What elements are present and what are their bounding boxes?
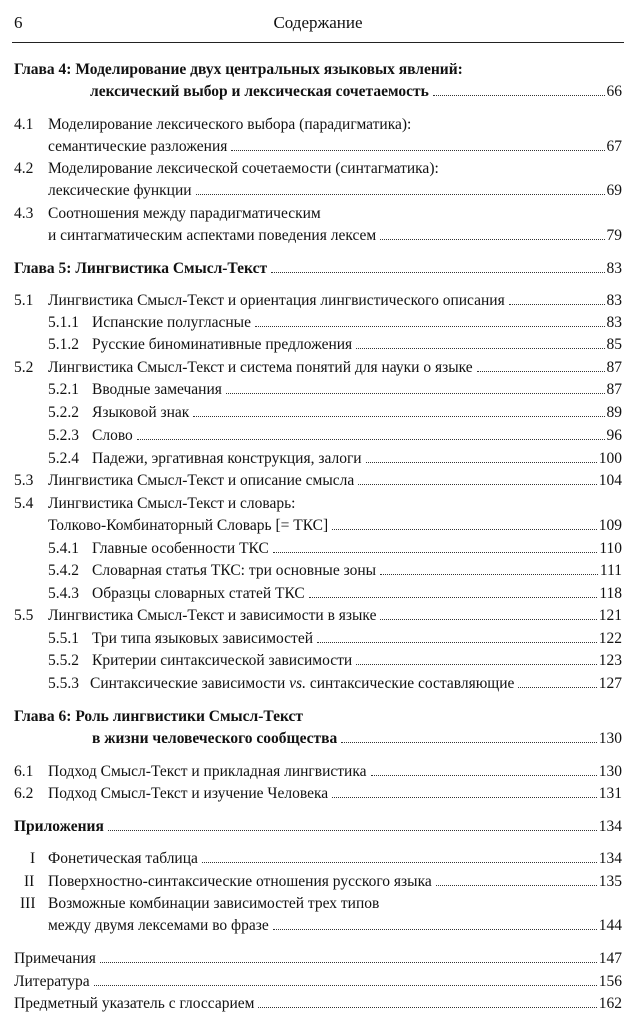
toc-appendix-3-line2[interactable] xyxy=(0,914,636,938)
toc-subsection-5-4-3[interactable] xyxy=(0,582,636,606)
appendix-title: Поверхностно-синтаксические отношения русского языка xyxy=(48,873,432,890)
dot-leader xyxy=(231,150,604,151)
toc-chapter-6 xyxy=(0,705,636,729)
toc-section-5-4 xyxy=(0,492,636,516)
section-number: 4.3 xyxy=(14,205,34,222)
toc-section-5-3[interactable] xyxy=(0,469,636,493)
page-ref: 104 xyxy=(598,472,622,489)
page-ref: 69 xyxy=(606,182,622,199)
running-title: Содержание xyxy=(273,13,363,32)
chapter-title-cont: в жизни человеческого сообщества xyxy=(92,730,338,747)
dot-leader xyxy=(509,304,605,305)
page-ref: 87 xyxy=(606,381,622,398)
toc-subsection-5-2-3[interactable] xyxy=(0,424,636,448)
dot-leader xyxy=(436,885,597,886)
dot-leader xyxy=(193,416,604,417)
page-ref: 130 xyxy=(598,763,622,780)
subsection-title: Образцы словарных статей ТКС xyxy=(92,585,305,602)
subsection-number: 5.1.2 xyxy=(48,336,79,353)
section-title: Лингвистика Смысл-Текст и система понятий для науки о языке xyxy=(48,359,473,376)
toc-section-4-2-line2[interactable] xyxy=(0,179,636,203)
title-part-b: синтаксические составляющие xyxy=(305,675,515,692)
page-ref: 83 xyxy=(606,260,622,277)
toc-section-4-1 xyxy=(0,113,636,137)
page-ref: 162 xyxy=(598,995,622,1012)
toc-subsection-5-2-4[interactable] xyxy=(0,447,636,471)
section-title: Подход Смысл-Текст и изучение Человека xyxy=(48,785,329,802)
chapter-title: Глава 5: Лингвистика Смысл-Текст xyxy=(14,260,268,277)
dot-leader xyxy=(108,830,597,831)
section-title-cont: и синтагматическим аспектами поведения лексем xyxy=(48,227,377,244)
page-ref: 156 xyxy=(598,973,622,990)
subsection-number: 5.2.1 xyxy=(48,381,79,398)
toc-subsection-5-2-2[interactable] xyxy=(0,401,636,425)
toc-references[interactable] xyxy=(0,970,636,994)
subsection-number: 5.4.1 xyxy=(48,540,79,557)
dot-leader xyxy=(341,742,596,743)
subsection-number: 5.2.3 xyxy=(48,427,79,444)
dot-leader xyxy=(366,462,597,463)
section-number: 5.1 xyxy=(14,292,34,309)
page-ref: 89 xyxy=(606,404,622,421)
subsection-title: Испанские полугласные xyxy=(92,314,251,331)
page-ref: 134 xyxy=(598,818,622,835)
page-ref: 83 xyxy=(606,292,622,309)
toc-subsection-5-2-1[interactable] xyxy=(0,378,636,402)
page-ref: 134 xyxy=(598,850,622,867)
chapter-title-cont: лексический выбор и лексическая сочетаемость xyxy=(90,83,429,100)
appendix-title: Фонетическая таблица xyxy=(48,850,198,867)
dot-leader xyxy=(137,439,605,440)
dot-leader xyxy=(258,1007,596,1008)
dot-leader xyxy=(371,775,597,776)
page-number: 6 xyxy=(14,13,23,32)
dot-leader xyxy=(518,687,596,688)
notes-title: Примечания xyxy=(14,950,96,967)
subsection-title: Языковой знак xyxy=(92,404,190,421)
toc-appendix-2[interactable] xyxy=(0,870,636,894)
page-header xyxy=(14,6,622,40)
toc-index[interactable] xyxy=(0,992,636,1016)
page-ref: 109 xyxy=(598,517,622,534)
subsection-title xyxy=(90,672,516,696)
toc-section-4-2 xyxy=(0,157,636,181)
section-title: Моделирование лексической сочетаемости (синтагматика): xyxy=(48,160,439,177)
subsection-number: 5.5.1 xyxy=(48,630,79,647)
toc-section-6-2[interactable] xyxy=(0,782,636,806)
section-title: Моделирование лексического выбора (парадигматика): xyxy=(48,116,412,133)
page-ref: 79 xyxy=(606,227,622,244)
section-title: Лингвистика Смысл-Текст и зависимости в языке xyxy=(48,607,377,624)
page-ref: 147 xyxy=(598,950,622,967)
appendix-number: III xyxy=(20,895,36,912)
dot-leader xyxy=(94,985,597,986)
dot-leader xyxy=(255,326,605,327)
page-ref: 87 xyxy=(606,359,622,376)
section-title: Соотношения между парадигматическим xyxy=(48,205,321,222)
appendix-number: II xyxy=(24,873,35,890)
dot-leader xyxy=(332,797,597,798)
dot-leader xyxy=(273,552,597,553)
appendices-title: Приложения xyxy=(14,818,104,835)
section-title: Лингвистика Смысл-Текст и описание смысла xyxy=(48,472,355,489)
page-ref: 144 xyxy=(598,917,622,934)
title-vs: vs. xyxy=(289,675,306,692)
toc-section-5-1[interactable] xyxy=(0,289,636,313)
subsection-title: Вводные замечания xyxy=(92,381,222,398)
section-title-cont: Толково-Комбинаторный Словарь [= ТКС] xyxy=(48,517,329,534)
toc-section-5-2[interactable] xyxy=(0,356,636,380)
toc-subsection-5-5-2[interactable] xyxy=(0,649,636,673)
dot-leader xyxy=(356,348,604,349)
section-title: Подход Смысл-Текст и прикладная лингвистика xyxy=(48,763,367,780)
section-title-cont: лексические функции xyxy=(48,182,192,199)
dot-leader xyxy=(477,371,605,372)
subsection-number: 5.2.2 xyxy=(48,404,79,421)
section-number: 4.1 xyxy=(14,116,34,133)
dot-leader xyxy=(356,664,597,665)
dot-leader xyxy=(196,194,605,195)
header-rule xyxy=(12,42,624,43)
section-title: Лингвистика Смысл-Текст и ориентация лингвистического описания xyxy=(48,292,505,309)
appendix-title: Возможные комбинации зависимостей трех типов xyxy=(48,895,380,912)
toc-subsection-5-4-2[interactable] xyxy=(0,559,636,583)
subsection-number: 5.5.2 xyxy=(48,652,79,669)
dot-leader xyxy=(226,393,605,394)
section-number: 5.5 xyxy=(14,607,34,624)
toc-subsection-5-5-1[interactable] xyxy=(0,627,636,651)
references-title: Литература xyxy=(14,973,90,990)
section-number: 6.2 xyxy=(14,785,34,802)
page-ref: 123 xyxy=(598,652,622,669)
page-ref: 111 xyxy=(599,562,622,579)
page-ref: 83 xyxy=(606,314,622,331)
toc-appendices[interactable] xyxy=(0,815,636,839)
toc-chapter-5[interactable] xyxy=(0,257,636,281)
subsection-number: 5.4.3 xyxy=(48,585,79,602)
page-ref: 135 xyxy=(598,873,622,890)
toc-appendix-3 xyxy=(0,892,636,916)
dot-leader xyxy=(332,529,597,530)
page-ref: 85 xyxy=(606,336,622,353)
page-ref: 118 xyxy=(599,585,622,602)
subsection-title: Русские биноминативные предложения xyxy=(92,336,353,353)
toc-section-4-3 xyxy=(0,202,636,226)
subsection-title: Слово xyxy=(92,427,133,444)
dot-leader xyxy=(309,597,598,598)
toc-appendix-1[interactable] xyxy=(0,847,636,871)
dot-leader xyxy=(380,619,596,620)
toc-subsection-5-1-2[interactable] xyxy=(0,333,636,357)
dot-leader xyxy=(380,239,604,240)
subsection-title: Критерии синтаксической зависимости xyxy=(92,652,353,669)
chapter-title: Глава 4: Моделирование двух центральных языковых явлений: xyxy=(14,61,463,78)
dot-leader xyxy=(273,929,597,930)
page-ref: 122 xyxy=(598,630,622,647)
page-ref: 100 xyxy=(598,450,622,467)
section-number: 6.1 xyxy=(14,763,34,780)
dot-leader xyxy=(100,962,597,963)
subsection-number: 5.1.1 xyxy=(48,314,79,331)
chapter-title: Глава 6: Роль лингвистики Смысл-Текст xyxy=(14,708,304,725)
page-ref: 130 xyxy=(598,730,622,747)
page-ref: 66 xyxy=(606,83,622,100)
toc-section-4-1-line2[interactable] xyxy=(0,135,636,159)
section-title: Лингвистика Смысл-Текст и словарь: xyxy=(48,495,296,512)
dot-leader xyxy=(271,272,604,273)
toc-chapter-4 xyxy=(0,58,636,82)
page-ref: 110 xyxy=(599,540,622,557)
subsection-title: Три типа языковых зависимостей xyxy=(92,630,313,647)
toc-chapter-4-line2[interactable] xyxy=(0,80,636,104)
subsection-number: 5.2.4 xyxy=(48,450,79,467)
toc-subsection-5-4-1[interactable] xyxy=(0,537,636,561)
section-number: 5.4 xyxy=(14,495,34,512)
toc-chapter-6-line2[interactable] xyxy=(0,727,636,751)
section-number: 4.2 xyxy=(14,160,34,177)
section-number: 5.3 xyxy=(14,472,34,489)
index-title: Предметный указатель с глоссарием xyxy=(14,995,255,1012)
subsection-number: 5.4.2 xyxy=(48,562,79,579)
dot-leader xyxy=(202,862,597,863)
appendix-number: I xyxy=(30,850,36,867)
page-ref: 131 xyxy=(598,785,622,802)
page-ref: 121 xyxy=(598,607,622,624)
toc-subsection-5-5-3[interactable] xyxy=(0,672,636,696)
toc-section-6-1[interactable] xyxy=(0,760,636,784)
page-ref: 67 xyxy=(606,138,622,155)
page-ref: 96 xyxy=(606,427,622,444)
subsection-title: Главные особенности ТКС xyxy=(92,540,269,557)
dot-leader xyxy=(433,95,605,96)
toc-subsection-5-1-1[interactable] xyxy=(0,311,636,335)
page-ref: 127 xyxy=(598,675,622,692)
dot-leader xyxy=(317,642,597,643)
title-part-a: Синтаксические зависимости xyxy=(90,675,290,692)
subsection-title: Падежи, эргативная конструкция, залоги xyxy=(92,450,362,467)
subsection-number: 5.5.3 xyxy=(48,675,79,692)
section-number: 5.2 xyxy=(14,359,34,376)
toc-section-5-5[interactable] xyxy=(0,604,636,628)
section-title-cont: семантические разложения xyxy=(48,138,228,155)
dot-leader xyxy=(358,484,597,485)
appendix-title-cont: между двумя лексемами во фразе xyxy=(48,917,269,934)
toc-section-5-4-line2[interactable] xyxy=(0,514,636,538)
subsection-title: Словарная статья ТКС: три основные зоны xyxy=(92,562,377,579)
toc-section-4-3-line2[interactable] xyxy=(0,224,636,248)
dot-leader xyxy=(380,574,598,575)
toc-notes[interactable] xyxy=(0,947,636,971)
toc-leader-line xyxy=(90,80,622,104)
